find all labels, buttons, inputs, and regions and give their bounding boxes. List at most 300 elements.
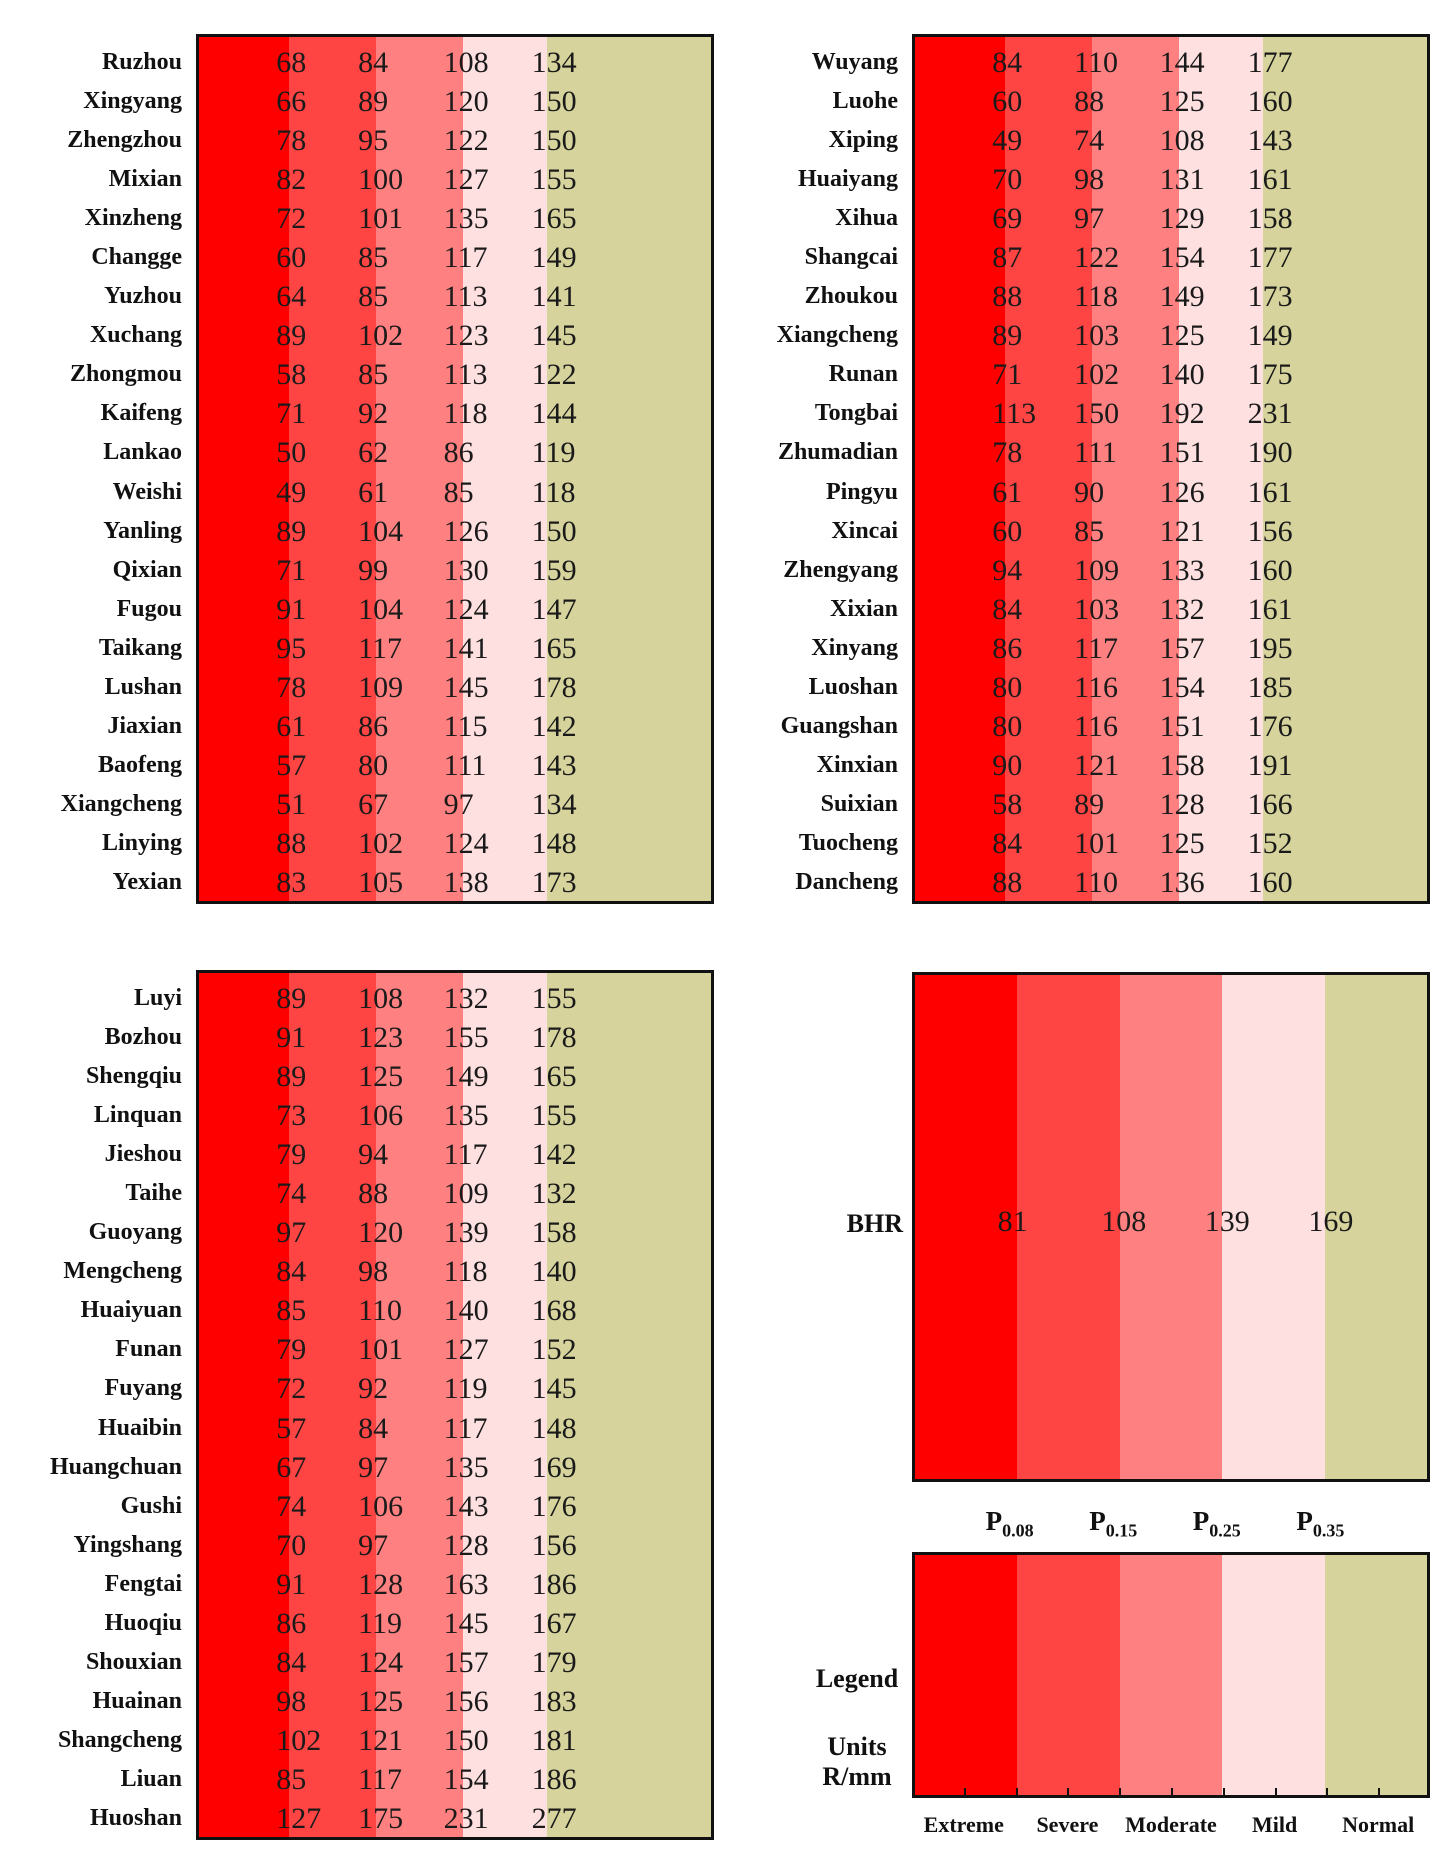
value-label: 165 <box>531 631 577 665</box>
value-label: 121 <box>358 1724 404 1758</box>
value-label: 155 <box>443 1020 489 1054</box>
value-label: 128 <box>443 1528 489 1562</box>
value-label: 186 <box>531 1567 577 1601</box>
value-label: 49 <box>276 475 307 509</box>
station-label: Xixian <box>829 595 898 622</box>
value-label: 49 <box>992 123 1023 157</box>
value-label: 117 <box>443 1137 488 1171</box>
station-label: Xingyang <box>83 87 182 114</box>
station-label: Zhoukou <box>804 283 898 310</box>
value-label: 154 <box>443 1763 489 1797</box>
value-label: 168 <box>531 1294 577 1328</box>
value-label: 89 <box>358 84 389 118</box>
value-label: 86 <box>992 631 1023 665</box>
value-label: 117 <box>443 1411 488 1445</box>
station-label: Ruzhou <box>101 48 182 75</box>
station-label: Fengtai <box>104 1570 182 1597</box>
value-label: 97 <box>358 1450 389 1484</box>
value-label: 89 <box>992 319 1023 353</box>
value-label: 124 <box>443 592 489 626</box>
value-label: 50 <box>276 436 307 470</box>
value-label: 140 <box>1159 358 1205 392</box>
value-label: 154 <box>1159 241 1205 274</box>
value-label: 158 <box>1247 201 1293 235</box>
value-label: 67 <box>358 788 389 822</box>
value-label: 130 <box>443 553 489 587</box>
value-label: 165 <box>531 1059 577 1093</box>
value-label: 123 <box>443 319 489 353</box>
value-label: 141 <box>531 280 577 314</box>
legend-tick <box>1119 1788 1121 1796</box>
value-label: 84 <box>276 1646 307 1680</box>
value-label: 118 <box>443 1255 488 1289</box>
value-label: 190 <box>1247 436 1293 470</box>
value-label: 150 <box>1074 397 1120 431</box>
legend-category: Severe <box>1036 1812 1099 1837</box>
value-label: 152 <box>1247 827 1293 861</box>
legend-tick <box>1326 1788 1328 1796</box>
value-label: 70 <box>276 1528 307 1562</box>
value-label: 118 <box>1074 280 1119 314</box>
value-label: 91 <box>276 592 307 626</box>
value-label: 140 <box>531 1255 577 1289</box>
value-label: 155 <box>531 162 577 196</box>
value-label: 155 <box>531 1098 577 1132</box>
value-label: 177 <box>1247 45 1293 79</box>
value-label: 141 <box>443 631 489 665</box>
value-label: 89 <box>276 981 307 1015</box>
value-label: 119 <box>358 1607 403 1640</box>
value-label: 150 <box>443 1724 489 1758</box>
value-label: 121 <box>1074 749 1120 783</box>
station-label: Mengcheng <box>63 1258 182 1285</box>
value-label: 178 <box>531 1020 577 1054</box>
percentile-label <box>1089 1506 1137 1541</box>
value-label: 169 <box>531 1450 577 1484</box>
value-label: 167 <box>531 1607 577 1640</box>
station-label: Xiangcheng <box>60 791 182 818</box>
value-label: 74 <box>276 1177 307 1210</box>
units-label: Units <box>827 1732 887 1761</box>
value-label: 135 <box>443 1450 489 1484</box>
station-label: Yanling <box>103 517 182 544</box>
station-label: Shouxian <box>85 1649 182 1676</box>
value-label: 102 <box>1074 358 1120 392</box>
value-label: 142 <box>531 1137 577 1171</box>
value-label: 98 <box>276 1685 307 1719</box>
value-label: 89 <box>276 1059 307 1093</box>
value-label: 125 <box>358 1059 404 1093</box>
value-label: 173 <box>1247 280 1293 314</box>
value-label: 110 <box>358 1294 403 1328</box>
value-label: 88 <box>358 1177 389 1210</box>
value-label: 154 <box>1159 671 1205 704</box>
value-label: 103 <box>1074 319 1120 353</box>
station-label: Gushi <box>120 1492 182 1519</box>
value-label: 124 <box>443 827 489 861</box>
value-label: 98 <box>358 1255 389 1289</box>
value-label: 145 <box>443 1607 489 1640</box>
value-label: 160 <box>1247 866 1293 900</box>
station-label: Huangchuan <box>49 1453 182 1480</box>
value-label: 110 <box>1074 866 1119 900</box>
value-label: 109 <box>1074 553 1120 587</box>
value-label: 142 <box>531 710 577 744</box>
value-label: 91 <box>276 1567 307 1601</box>
value-label: 102 <box>276 1724 322 1758</box>
value-label: 71 <box>276 553 307 587</box>
value-label: 128 <box>358 1567 404 1601</box>
station-label: Tongbai <box>814 400 898 427</box>
station-label: Zhongmou <box>69 361 182 388</box>
legend-tick <box>1275 1788 1277 1796</box>
value-label: 104 <box>358 592 404 626</box>
value-label: 231 <box>443 1802 489 1836</box>
station-label: Huaiyuan <box>80 1297 182 1324</box>
station-label: Zhumadian <box>777 439 898 466</box>
value-label: 277 <box>531 1802 577 1836</box>
station-label: Changge <box>91 244 182 270</box>
station-label: Kaifeng <box>100 400 182 427</box>
value-label: 78 <box>276 123 307 157</box>
station-label: Xuchang <box>89 322 182 349</box>
legend-color-band <box>915 1555 1017 1795</box>
station-label: Xinzheng <box>84 204 182 231</box>
units-value: R/mm <box>822 1762 892 1791</box>
bhr-value: 81 <box>997 1205 1028 1238</box>
station-label: Pingyu <box>825 478 898 505</box>
legend-category: Extreme <box>923 1812 1004 1837</box>
value-label: 150 <box>531 84 577 118</box>
value-label: 73 <box>276 1098 307 1132</box>
value-label: 125 <box>1159 827 1205 861</box>
station-label: Lushan <box>104 674 182 700</box>
percentile-letter: P <box>985 1506 1003 1536</box>
value-label: 104 <box>358 514 404 548</box>
station-label: Wuyang <box>811 48 898 75</box>
value-label: 97 <box>358 1528 389 1562</box>
value-label: 175 <box>358 1802 404 1836</box>
value-label: 72 <box>276 201 307 235</box>
station-label: Bozhou <box>104 1023 182 1050</box>
value-label: 127 <box>276 1802 322 1836</box>
value-label: 67 <box>276 1450 307 1484</box>
value-label: 177 <box>1247 241 1293 274</box>
station-label: Linquan <box>93 1101 182 1128</box>
value-label: 80 <box>358 749 389 783</box>
legend-color-band <box>1222 1555 1324 1795</box>
station-label: Jiaxian <box>107 713 182 740</box>
value-label: 108 <box>443 45 489 79</box>
value-label: 61 <box>992 475 1023 509</box>
value-label: 83 <box>276 866 307 900</box>
value-label: 124 <box>358 1646 404 1680</box>
value-label: 155 <box>531 981 577 1015</box>
value-label: 158 <box>1159 749 1205 783</box>
value-label: 192 <box>1159 397 1205 431</box>
value-label: 156 <box>531 1528 577 1562</box>
value-label: 94 <box>992 553 1023 587</box>
value-label: 158 <box>531 1216 577 1250</box>
legend-category: Moderate <box>1125 1812 1217 1837</box>
value-label: 97 <box>276 1216 307 1250</box>
station-label: Linying <box>101 830 182 857</box>
legend-panel <box>912 1552 1430 1798</box>
value-label: 148 <box>531 827 577 861</box>
legend-tick <box>1016 1788 1018 1796</box>
station-label: Fuyang <box>104 1375 182 1402</box>
value-label: 113 <box>443 358 488 392</box>
value-label: 85 <box>358 358 389 392</box>
value-label: 147 <box>531 592 577 626</box>
value-label: 66 <box>276 84 307 118</box>
value-label: 149 <box>531 241 577 274</box>
value-label: 160 <box>1247 553 1293 587</box>
value-label: 99 <box>358 553 389 587</box>
percentile-subscript: 0.35 <box>1312 1520 1345 1541</box>
value-label: 90 <box>992 749 1023 783</box>
value-label: 86 <box>443 436 474 470</box>
percentile-label <box>1296 1506 1344 1541</box>
value-label: 125 <box>358 1685 404 1719</box>
value-label: 106 <box>358 1098 404 1132</box>
value-label: 157 <box>443 1646 489 1680</box>
value-label: 157 <box>1159 631 1205 665</box>
value-label: 87 <box>992 241 1023 274</box>
value-label: 135 <box>443 201 489 235</box>
value-label: 149 <box>1247 319 1293 353</box>
station-label: Yexian <box>112 869 182 896</box>
value-label: 140 <box>443 1294 489 1328</box>
value-label: 144 <box>531 397 577 431</box>
value-label: 132 <box>531 1177 577 1210</box>
value-label: 84 <box>992 827 1023 861</box>
percentile-label <box>986 1506 1034 1541</box>
value-label: 91 <box>276 1020 307 1054</box>
value-label: 165 <box>531 201 577 235</box>
value-label: 80 <box>992 710 1023 744</box>
value-label: 58 <box>276 358 307 392</box>
value-label: 108 <box>358 981 404 1015</box>
legend-color-band <box>1017 1555 1119 1795</box>
value-label: 117 <box>1074 631 1119 665</box>
value-label: 79 <box>276 1333 307 1367</box>
value-label: 185 <box>1247 671 1293 704</box>
value-label: 79 <box>276 1137 307 1171</box>
value-label: 126 <box>443 514 489 548</box>
value-label: 134 <box>531 788 577 822</box>
legend-tick <box>1223 1788 1225 1796</box>
percentile-letter: P <box>1089 1506 1106 1536</box>
value-label: 68 <box>276 45 307 79</box>
value-label: 80 <box>992 671 1023 704</box>
station-label: Funan <box>115 1336 182 1363</box>
value-label: 61 <box>358 475 389 509</box>
station-label: Huoqiu <box>104 1610 182 1636</box>
station-label: Dancheng <box>795 869 898 896</box>
station-label: Jieshou <box>104 1140 182 1167</box>
value-label: 136 <box>1159 866 1205 900</box>
legend-label: Legend <box>815 1664 899 1693</box>
station-label: Huaiyang <box>797 165 898 192</box>
station-label: Shangcheng <box>57 1727 182 1754</box>
value-label: 132 <box>443 981 489 1015</box>
color-band-extreme <box>199 37 289 901</box>
value-label: 176 <box>531 1489 577 1523</box>
value-label: 88 <box>992 866 1023 900</box>
value-label: 86 <box>358 710 389 744</box>
legend-tick <box>964 1788 966 1796</box>
value-label: 116 <box>1074 671 1119 704</box>
value-label: 148 <box>531 1411 577 1445</box>
value-label: 133 <box>1159 553 1205 587</box>
value-label: 85 <box>358 280 389 314</box>
station-label: Shangcai <box>804 244 898 270</box>
value-label: 72 <box>276 1372 307 1406</box>
value-label: 97 <box>443 788 474 822</box>
value-label: 88 <box>992 280 1023 314</box>
value-label: 86 <box>276 1607 307 1640</box>
station-label: Zhengzhou <box>67 126 182 153</box>
value-label: 97 <box>1074 201 1105 235</box>
station-label: Xincai <box>831 517 898 544</box>
value-label: 178 <box>531 671 577 704</box>
value-label: 84 <box>358 1411 389 1445</box>
value-label: 57 <box>276 1411 307 1445</box>
value-label: 111 <box>443 749 487 783</box>
value-label: 131 <box>1159 162 1205 196</box>
value-label: 125 <box>1159 319 1205 353</box>
value-label: 85 <box>358 241 389 274</box>
station-label: Fugou <box>116 595 182 622</box>
station-label: Huaibin <box>97 1414 182 1441</box>
value-label: 122 <box>531 358 577 392</box>
station-label: Yuzhou <box>104 283 182 310</box>
value-label: 78 <box>276 671 307 704</box>
value-label: 122 <box>443 123 489 157</box>
value-label: 145 <box>531 319 577 353</box>
station-label: Luyi <box>133 984 182 1011</box>
value-label: 113 <box>443 280 488 314</box>
value-label: 156 <box>1247 514 1293 548</box>
value-label: 102 <box>358 827 404 861</box>
value-label: 101 <box>358 1333 404 1367</box>
value-label: 135 <box>443 1098 489 1132</box>
value-label: 61 <box>276 710 307 744</box>
value-label: 161 <box>1247 162 1293 196</box>
value-label: 145 <box>443 671 489 704</box>
value-label: 88 <box>1074 84 1105 118</box>
value-label: 70 <box>992 162 1023 196</box>
value-label: 119 <box>531 436 576 470</box>
value-label: 85 <box>276 1294 307 1328</box>
bhr-value: 139 <box>1204 1205 1250 1238</box>
value-label: 143 <box>1247 123 1293 157</box>
value-label: 119 <box>443 1372 488 1406</box>
value-label: 84 <box>276 1255 307 1289</box>
legend-category: Mild <box>1251 1812 1298 1837</box>
value-label: 100 <box>358 162 404 196</box>
station-label: Qixian <box>112 556 182 583</box>
value-label: 71 <box>992 358 1023 392</box>
value-label: 82 <box>276 162 307 196</box>
station-label: Huoshan <box>89 1805 182 1832</box>
value-label: 101 <box>1074 827 1120 861</box>
value-label: 74 <box>1074 123 1105 157</box>
bhr-value: 169 <box>1308 1205 1354 1238</box>
value-label: 179 <box>531 1646 577 1680</box>
value-label: 115 <box>443 710 488 744</box>
percentile-label <box>1193 1506 1241 1541</box>
value-label: 127 <box>443 1333 489 1367</box>
value-label: 102 <box>358 319 404 353</box>
value-label: 117 <box>443 241 488 274</box>
value-label: 161 <box>1247 592 1293 626</box>
value-label: 90 <box>1074 475 1105 509</box>
value-label: 113 <box>992 397 1037 431</box>
bhr-label: BHR <box>846 1209 903 1238</box>
legend-tick <box>1171 1788 1173 1796</box>
value-label: 105 <box>358 866 404 900</box>
station-label: Xiangcheng <box>776 322 898 349</box>
station-label: Tuocheng <box>798 830 898 857</box>
value-label: 109 <box>358 671 404 704</box>
value-label: 123 <box>358 1020 404 1054</box>
value-label: 122 <box>1074 241 1120 274</box>
value-label: 120 <box>443 84 489 118</box>
value-label: 71 <box>276 397 307 431</box>
station-label: Baofeng <box>98 752 182 779</box>
value-label: 84 <box>358 45 389 79</box>
value-label: 78 <box>992 436 1023 470</box>
value-label: 149 <box>1159 280 1205 314</box>
station-label: Guangshan <box>780 713 898 740</box>
value-label: 51 <box>276 788 307 822</box>
legend-category: Normal <box>1342 1812 1415 1837</box>
value-label: 143 <box>443 1489 489 1523</box>
value-label: 160 <box>1247 84 1293 118</box>
value-label: 117 <box>358 631 403 665</box>
value-label: 74 <box>276 1489 307 1523</box>
value-label: 89 <box>1074 788 1105 822</box>
value-label: 85 <box>1074 514 1105 548</box>
station-label: Mixian <box>108 165 182 192</box>
value-label: 159 <box>531 553 577 587</box>
value-label: 231 <box>1247 397 1293 431</box>
value-label: 163 <box>443 1567 489 1601</box>
value-label: 92 <box>358 1372 389 1406</box>
value-label: 60 <box>276 241 307 274</box>
value-label: 183 <box>531 1685 577 1719</box>
value-label: 108 <box>1159 123 1205 157</box>
station-label: Suixian <box>820 791 898 818</box>
value-label: 94 <box>358 1137 389 1171</box>
value-label: 85 <box>276 1763 307 1797</box>
station-label: Zhengyang <box>783 556 898 583</box>
value-label: 121 <box>1159 514 1205 548</box>
value-label: 191 <box>1247 749 1293 783</box>
station-label: Lankao <box>103 439 182 466</box>
value-label: 60 <box>992 84 1023 118</box>
value-label: 173 <box>531 866 577 900</box>
station-label: Luoshan <box>808 674 898 700</box>
value-label: 139 <box>443 1216 489 1250</box>
value-label: 84 <box>992 592 1023 626</box>
value-label: 175 <box>1247 358 1293 392</box>
value-label: 144 <box>1159 45 1205 79</box>
value-label: 60 <box>992 514 1023 548</box>
value-label: 145 <box>531 1372 577 1406</box>
